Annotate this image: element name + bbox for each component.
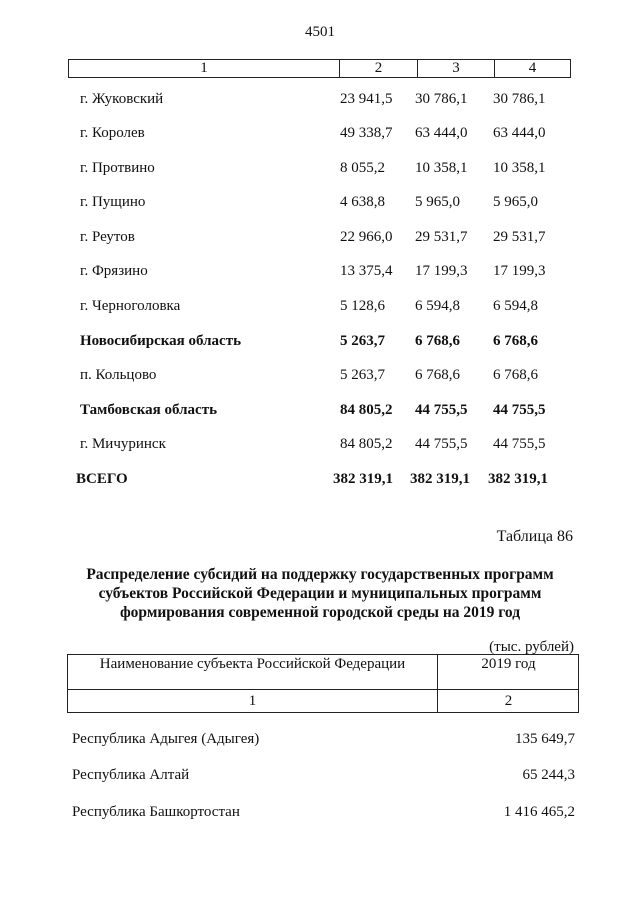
table-row [0,436,640,456]
row-value: 29 531,7 [493,229,546,245]
row-name: п. Кольцово [80,367,157,383]
table-row [0,263,640,283]
row-value: 84 805,2 [340,402,393,418]
table2-header [67,654,579,713]
row-value: 30 786,1 [493,91,546,107]
row-value: 13 375,4 [340,263,393,279]
table1-col-number: 2 [339,60,417,77]
row-name: Республика Адыгея (Адыгея) [72,731,260,747]
total-value: 382 319,1 [488,471,548,487]
row-value: 5 965,0 [493,194,538,210]
table1-col-number: 4 [494,60,570,77]
table-title [0,565,640,622]
row-name: г. Реутов [80,229,135,245]
row-value: 63 444,0 [493,125,546,141]
table-row [0,298,640,318]
table-row [0,160,640,180]
row-value: 8 055,2 [340,160,385,176]
row-value: 6 768,6 [415,367,460,383]
units-label: (тыс. рублей) [489,639,574,655]
total-value: 382 319,1 [410,471,470,487]
row-name: Новосибирская область [80,333,242,349]
row-name: Республика Башкортостан [72,804,240,820]
header-year: 2019 год [481,656,536,672]
row-value: 63 444,0 [415,125,468,141]
page-number: 4501 [305,24,335,40]
row-value: 44 755,5 [415,402,468,418]
row-name: г. Черноголовка [80,298,181,314]
row-name: г. Пущино [80,194,146,210]
row-value: 4 638,8 [340,194,385,210]
table-label: Таблица 86 [496,528,573,545]
table1-col-number: 3 [417,60,494,77]
row-value: 23 941,5 [340,91,393,107]
table-title-text: Распределение субсидий на поддержку государственных программ субъектов Российской Федерации и муниципальных программ формирования современной городской среды на 2019 год [86,566,554,621]
total-value: 382 319,1 [333,471,393,487]
header-divider [68,689,578,690]
row-value: 49 338,7 [340,125,393,141]
row-name: Республика Алтай [72,767,190,783]
table-row-total [0,471,640,491]
table-row [0,91,640,111]
row-value: 135 649,7 [515,731,575,747]
row-value: 84 805,2 [340,436,393,452]
row-value: 44 755,5 [493,402,546,418]
row-name: г. Мичуринск [80,436,166,452]
table1-col-number: 1 [200,60,208,76]
row-value: 17 199,3 [493,263,546,279]
total-label: ВСЕГО [76,471,128,487]
row-value: 65 244,3 [522,767,575,783]
header-col-number: 2 [504,693,513,709]
row-value: 10 358,1 [493,160,546,176]
row-value: 5 263,7 [340,367,385,383]
table-row [0,125,640,145]
table-row [0,194,640,214]
header-col-number: 1 [248,693,257,709]
row-value: 5 965,0 [415,194,460,210]
row-name: г. Фрязино [80,263,148,279]
row-value: 17 199,3 [415,263,468,279]
table-row [0,229,640,249]
row-value: 6 768,6 [415,333,460,349]
table-row [0,367,640,387]
row-value: 1 416 465,2 [503,804,575,820]
row-value: 29 531,7 [415,229,468,245]
row-value: 44 755,5 [415,436,468,452]
row-value: 6 594,8 [493,298,538,314]
row-value: 5 128,6 [340,298,385,314]
row-name: Тамбовская область [80,402,217,418]
row-value: 30 786,1 [415,91,468,107]
row-name: г. Жуковский [80,91,164,107]
row-name: г. Протвино [80,160,155,176]
row-name: г. Королев [80,125,145,141]
table-row-region [0,402,640,422]
row-value: 6 594,8 [415,298,460,314]
row-value: 10 358,1 [415,160,468,176]
table1-column-number-row [68,59,571,78]
row-value: 44 755,5 [493,436,546,452]
row-value: 5 263,7 [340,333,385,349]
row-value: 22 966,0 [340,229,393,245]
header-name: Наименование субъекта Российской Федерации [99,656,406,672]
table-row-region [0,333,640,353]
row-value: 6 768,6 [493,367,538,383]
row-value: 6 768,6 [493,333,538,349]
